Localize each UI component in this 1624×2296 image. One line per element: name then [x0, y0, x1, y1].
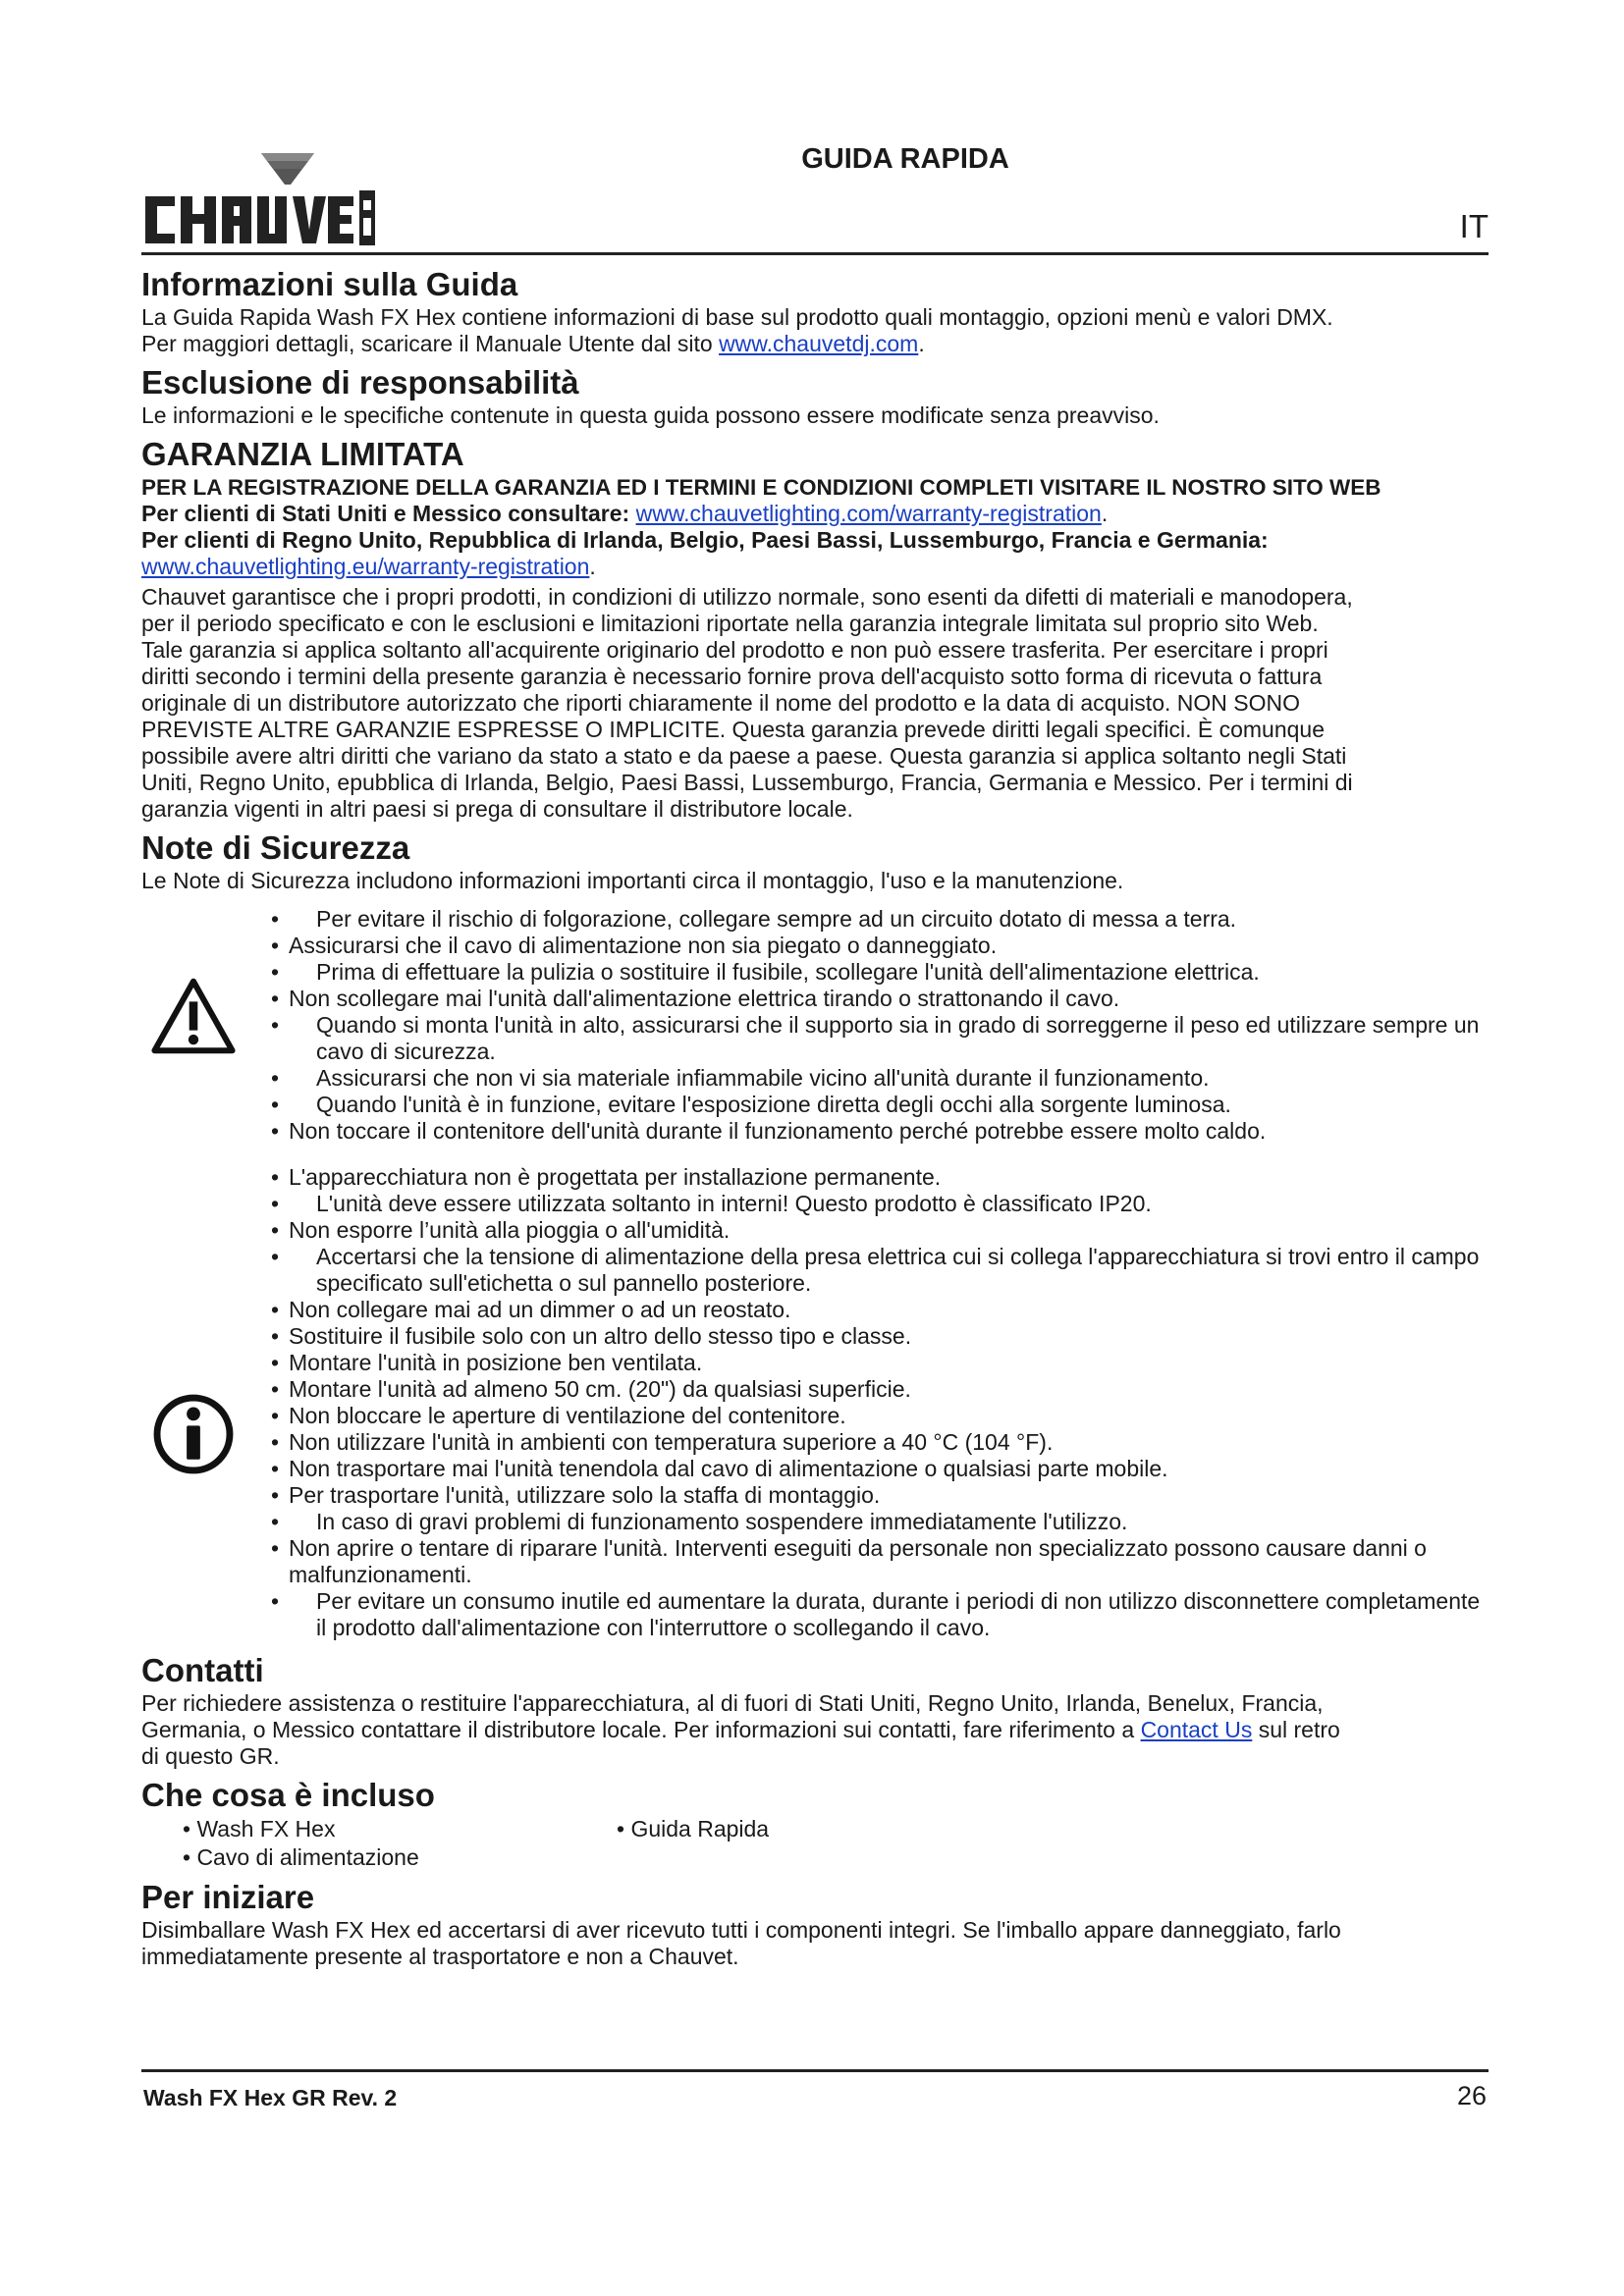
safety-bullet-item [141, 1429, 1489, 1456]
section-heading-contacts: Contatti [141, 1652, 264, 1688]
safety-bullet-text: Assicurarsi che non vi sia materiale infiammabile vicino all'unità durante il funzionamento. [316, 1065, 1210, 1091]
safety-bullet-text: Non esporre l’unità alla pioggia o all'umidità. [289, 1217, 731, 1243]
safety-bullet-text: Per evitare un consumo inutile ed aumentare la durata, durante i periodi di non utilizzo disconnettere completamente il prodotto dall'alimentazione con l'interruttore o scollegando il cavo. [316, 1588, 1481, 1640]
bullet-marker: • [271, 1456, 280, 1481]
section-heading-getting-started: Per iniziare [141, 1879, 315, 1915]
safety-intro: Le Note di Sicurezza includono informazioni importanti circa il montaggio, l'uso e la manutenzione. [141, 868, 1124, 893]
safety-bullet-item [141, 1164, 1489, 1191]
safety-bullet-text: Non collegare mai ad un dimmer o ad un reostato. [289, 1297, 791, 1322]
section-heading-info: Informazioni sulla Guida [141, 266, 518, 302]
included-item: • Cavo di alimentazione [183, 1844, 419, 1870]
bullet-marker: • [271, 1535, 280, 1561]
safety-bullet-text: In caso di gravi problemi di funzionamento sospendere immediatamente l'utilizzo. [316, 1509, 1128, 1534]
safety-bullet-item [141, 1092, 1489, 1118]
bullet-marker: • [271, 1323, 280, 1349]
safety-bullet-item [141, 1456, 1489, 1482]
warranty-caps-line: PER LA REGISTRAZIONE DELLA GARANZIA ED I TERMINI E CONDIZIONI COMPLETI VISITARE IL NOSTRO SITO WEB [141, 475, 1381, 500]
safety-bullet-text: Per trasportare l'unità, utilizzare solo la staffa di montaggio. [289, 1482, 881, 1508]
safety-bullet-text: Sostituire il fusibile solo con un altro dello stesso tipo e classe. [289, 1323, 912, 1349]
warranty-body-line: originale di un distributore autorizzato che riporti chiaramente il nome del prodotto e la data di acquisto. NON SONO [141, 690, 1300, 716]
section-heading-safety: Note di Sicurezza [141, 829, 410, 866]
warranty-eu-suffix: . [589, 554, 596, 579]
header-rule [141, 252, 1489, 255]
section-heading-disclaimer: Esclusione di responsabilità [141, 364, 579, 400]
bullet-marker: • [271, 1376, 280, 1402]
included-item: • Guida Rapida [617, 1816, 770, 1842]
warranty-us-suffix: . [1101, 501, 1109, 526]
disclaimer-text: Le informazioni e le specifiche contenute in questa guida possono essere modificate senza preavviso. [141, 402, 1160, 428]
safety-bullet-text: Quando si monta l'unità in alto, assicurarsi che il supporto sia in grado di sorreggerne il peso ed utilizzare sempre un cavo di sicurezza. [316, 1012, 1480, 1064]
safety-bullet-item [141, 1244, 1489, 1297]
warranty-body [141, 584, 1489, 823]
bullet-marker: • [271, 1509, 280, 1534]
safety-bullet-item [141, 959, 1489, 986]
page-number: 26 [1456, 2081, 1487, 2110]
warranty-us-link[interactable]: www.chauvetlighting.com/warranty-registration [635, 501, 1102, 526]
bullet-marker: • [271, 1244, 280, 1269]
safety-bullet-item [141, 986, 1489, 1012]
guide-title: GUIDA RAPIDA [801, 143, 1009, 175]
bullet-marker: • [271, 1429, 280, 1455]
warranty-body-line: Tale garanzia si applica soltanto all'acquirente originario del prodotto e non può essere trasferita. Per esercitare i propri [141, 637, 1328, 663]
page-content [141, 265, 1489, 1970]
safety-bullet-text: Montare l'unità ad almeno 50 cm. (20") da qualsiasi superficie. [289, 1376, 911, 1402]
safety-bullet-text: L'apparecchiatura non è progettata per installazione permanente. [289, 1164, 942, 1190]
safety-bullet-text: Per evitare il rischio di folgorazione, collegare sempre ad un circuito dotato di messa a terra. [316, 906, 1237, 932]
warranty-us-label: Per clienti di Stati Uniti e Messico consultare: [141, 501, 636, 526]
safety-bullet-item [141, 933, 1489, 959]
warranty-body-line: possibile avere altri diritti che variano da stato a stato e da paese a paese. Questa garanzia si applica soltanto negli Stati [141, 743, 1347, 769]
contacts-line-2 [141, 1717, 1489, 1743]
safety-bullet-item [141, 1012, 1489, 1065]
safety-bullet-item [141, 1065, 1489, 1092]
safety-bullet-text: Assicurarsi che il cavo di alimentazione non sia piegato o danneggiato. [289, 933, 998, 958]
safety-bullet-item [141, 1118, 1489, 1145]
bullet-marker: • [271, 1350, 280, 1375]
bullet-marker: • [271, 1403, 280, 1428]
bullet-marker: • [271, 1118, 280, 1144]
contacts-line-1: Per richiedere assistenza o restituire l'apparecchiatura, al di fuori di Stati Uniti, Regno Unito, Irlanda, Benelux, Francia, [141, 1690, 1324, 1716]
bullet-marker: • [271, 1092, 280, 1117]
warning-list [141, 906, 1489, 1145]
safety-bullet-item [141, 1217, 1489, 1244]
bullet-marker: • [271, 1297, 280, 1322]
info-list [141, 1164, 1489, 1641]
safety-bullet-item [141, 906, 1489, 933]
warranty-eu-line [141, 554, 1489, 580]
info-line-2-text: Per maggiori dettagli, scaricare il Manuale Utente dal sito [141, 331, 720, 356]
safety-bullet-item [141, 1323, 1489, 1350]
safety-bullet-item [141, 1297, 1489, 1323]
safety-bullet-item [141, 1403, 1489, 1429]
contact-us-link[interactable]: Contact Us [1140, 1717, 1253, 1742]
warranty-body-line: per il periodo specificato e con le esclusioni e limitazioni riportate nella garanzia integrale limitata sul proprio sito Web. [141, 611, 1319, 636]
warranty-body-line: Uniti, Regno Unito, epubblica di Irlanda, Belgio, Paesi Bassi, Lussemburgo, Francia, Germania e Messico. Per i termini di [141, 770, 1353, 795]
safety-bullet-text: Non utilizzare l'unità in ambienti con temperatura superiore a 40 °C (104 °F). [289, 1429, 1054, 1455]
section-heading-included: Che cosa è incluso [141, 1777, 435, 1813]
warranty-body-line: garanzia vigenti in altri paesi si prega di consultare il distributore locale. [141, 796, 853, 822]
safety-bullet-item [141, 1191, 1489, 1217]
safety-bullet-text: Non aprire o tentare di riparare l'unità. Interventi eseguiti da personale non specializzato possono causare danni o malfunzionamenti. [289, 1535, 1427, 1587]
bullet-marker: • [271, 1012, 280, 1038]
safety-bullet-item [141, 1535, 1489, 1588]
bullet-marker: • [271, 1588, 280, 1614]
warranty-body-line: Chauvet garantisce che i propri prodotti, in condizioni di utilizzo normale, sono esenti da difetti di materiali e manodopera, [141, 584, 1353, 610]
warranty-us-line [141, 501, 1489, 527]
safety-bullet-item [141, 1588, 1489, 1641]
safety-bullet-text: Non toccare il contenitore dell'unità durante il funzionamento perché potrebbe essere molto caldo. [289, 1118, 1267, 1144]
bullet-marker: • [271, 1217, 280, 1243]
bullet-marker: • [271, 906, 280, 932]
safety-bullet-item [141, 1509, 1489, 1535]
info-line-2 [141, 331, 1489, 357]
safety-bullet-text: L'unità deve essere utilizzata soltanto in interni! Questo prodotto è classificato IP20. [316, 1191, 1152, 1216]
chauvetdj-link[interactable]: www.chauvetdj.com [719, 331, 919, 356]
language-code: IT [1459, 208, 1489, 244]
safety-bullet-item [141, 1350, 1489, 1376]
bullet-marker: • [271, 959, 280, 985]
safety-bullet-text: Non trasportare mai l'unità tenendola dal cavo di alimentazione o qualsiasi parte mobile. [289, 1456, 1168, 1481]
info-line-1: La Guida Rapida Wash FX Hex contiene informazioni di base sul prodotto quali montaggio, opzioni menù e valori DMX. [141, 304, 1333, 330]
included-item: • Wash FX Hex [183, 1816, 336, 1842]
safety-bullet-text: Prima di effettuare la pulizia o sostituire il fusibile, scollegare l'unità dell'alimentazione elettrica. [316, 959, 1260, 985]
warranty-eu-link[interactable]: www.chauvetlighting.eu/warranty-registration [141, 554, 590, 579]
contacts-line-2-text: Germania, o Messico contattare il distributore locale. Per informazioni sui contatti, fare riferimento a [141, 1717, 1141, 1742]
safety-bullet-text: Non scollegare mai l'unità dall'alimentazione elettrica tirando o strattonando il cavo. [289, 986, 1120, 1011]
safety-bullet-text: Quando l'unità è in funzione, evitare l'esposizione diretta degli occhi alla sorgente luminosa. [316, 1092, 1231, 1117]
warranty-body-line: PREVISTE ALTRE GARANZIE ESPRESSE O IMPLICITE. Questa garanzia prevede diritti legali specifici. È comunque [141, 717, 1325, 742]
section-heading-warranty: GARANZIA LIMITATA [141, 436, 464, 472]
footer-rule [141, 2069, 1489, 2072]
bullet-marker: • [271, 1065, 280, 1091]
safety-bullet-text: Non bloccare le aperture di ventilazione del contenitore. [289, 1403, 846, 1428]
contacts-line-2-suffix: sul retro [1252, 1717, 1340, 1742]
safety-bullet-text: Montare l'unità in posizione ben ventilata. [289, 1350, 703, 1375]
safety-bullet-item [141, 1376, 1489, 1403]
footer-doc-id: Wash FX Hex GR Rev. 2 [143, 2085, 398, 2110]
warranty-eu-label: Per clienti di Regno Unito, Repubblica di Irlanda, Belgio, Paesi Bassi, Lussemburgo, Francia e Germania: [141, 527, 1269, 553]
getting-started-line-1: Disimballare Wash FX Hex ed accertarsi di aver ricevuto tutti i componenti integri. Se l'imballo appare danneggiato, farlo [141, 1917, 1341, 1943]
info-line-2-suffix: . [918, 331, 925, 356]
bullet-marker: • [271, 1191, 280, 1216]
bullet-marker: • [271, 1164, 280, 1190]
included-list [141, 1815, 1489, 1872]
contacts-line-3: di questo GR. [141, 1743, 280, 1769]
safety-bullet-item [141, 1482, 1489, 1509]
bullet-marker: • [271, 1482, 280, 1508]
bullet-marker: • [271, 933, 280, 958]
warranty-body-line: diritti secondo i termini della presente garanzia è necessario fornire prova dell'acquisto sotto forma di ricevuta o fattura [141, 664, 1323, 689]
bullet-marker: • [271, 986, 280, 1011]
safety-bullet-text: Accertarsi che la tensione di alimentazione della presa elettrica cui si collega l'apparecchiatura si trovi entro il campo specificato sull'etichetta o sul pannello posteriore. [316, 1244, 1480, 1296]
getting-started-line-2: immediatamente presente al trasportatore e non a Chauvet. [141, 1944, 739, 1969]
